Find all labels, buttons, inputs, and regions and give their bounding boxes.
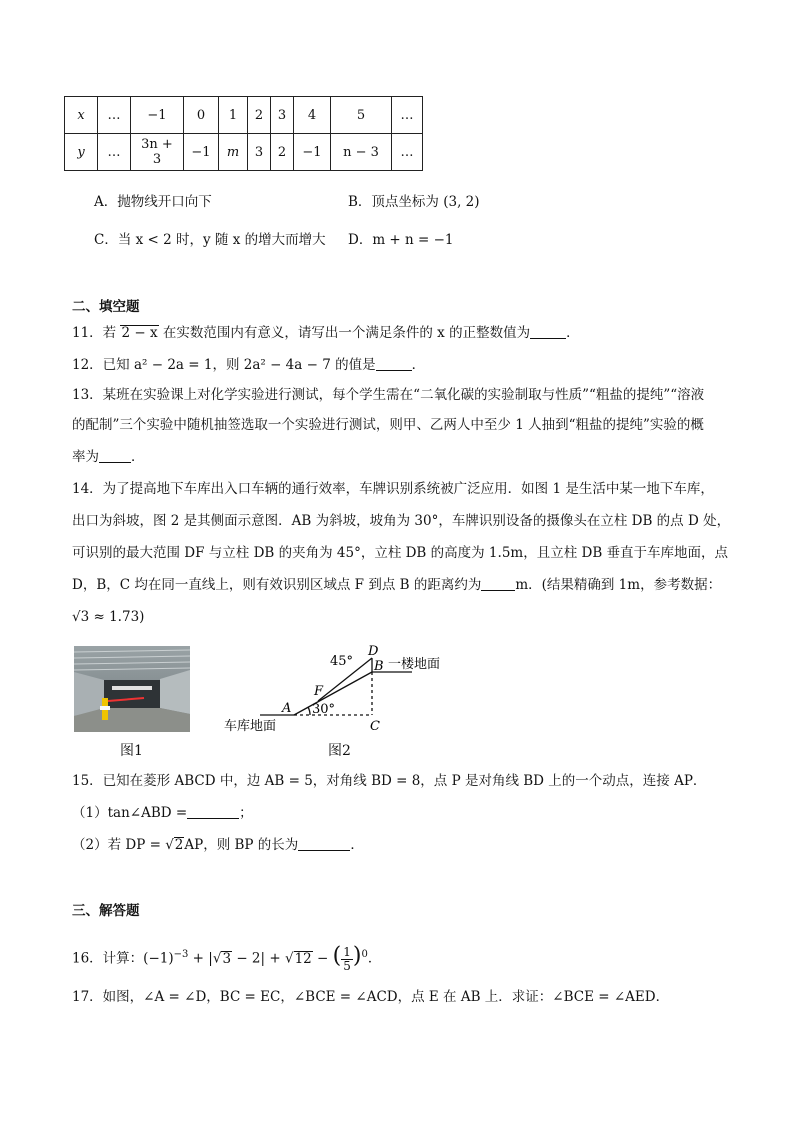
label-b: B [374,659,384,674]
q16-c: − 2| + [232,950,285,967]
answer-blank[interactable] [481,576,515,591]
frac-denominator: 5 [343,958,351,973]
q12-end: ． [411,357,426,373]
cell: … [98,97,131,134]
q16-exp1: −3 [173,949,189,960]
q11-radicand: 2 − x [121,325,158,341]
slope-diagram [222,640,462,738]
q13-line3: 率为 [72,449,99,465]
cell: 2 [271,134,294,171]
answer-blank[interactable] [187,804,239,819]
question-15-stem: 15．已知在菱形 ABCD 中，边 AB = 5，对角线 BD = 8，点 P 是对角线 BD 上的一个动点，连接 AP． [72,773,707,789]
q16-rad2: 12 [294,950,312,967]
cell: −1 [131,97,184,134]
cell: 3 [248,134,271,171]
q11-prefix: 11．若 [72,325,121,341]
cell: y [65,134,98,171]
question-14-line3: 可识别的最大范围 DF 与立柱 DB 的夹角为 45°，立柱 DB 的高度为 1.5m，且立柱 DB 垂直于车库地面，点 [72,545,729,561]
question-12 [72,354,732,376]
garage-photo [74,646,190,732]
q15-p2rad: 2 [174,837,184,853]
table-row [65,134,423,171]
ground-floor-label: 一楼地面 [388,657,441,672]
angle-30-label: 30° [312,702,336,717]
answer-blank[interactable] [298,836,350,851]
figure-2-caption: 图2 [328,743,351,759]
table-row [65,97,423,134]
option-b: B．顶点坐标为 (3, 2) [348,194,480,210]
question-15-part2: （2）若 DP = √2AP，则 BP 的长为 ． [72,837,364,853]
answer-blank[interactable] [530,324,566,339]
cell: 3n + 3 [131,134,184,171]
section-title-fill-blank: 二、填空题 [72,299,140,315]
option-c: C．当 x < 2 时，y 随 x 的增大而增大 [94,232,326,248]
q16-exp2: 0 [361,949,368,960]
figure-1-caption: 图1 [120,743,143,759]
q11-suffix: 在实数范围内有意义，请写出一个满足条件的 x 的正整数值为 [158,325,531,341]
q15-p2end: ． [350,837,364,853]
q15-p2a: （2）若 DP = [72,837,166,853]
cell: n − 3 [331,134,392,171]
q16-b: + | [188,950,213,967]
question-16: 16．计算：$(-1)^{-3} + |√3 - 2| + √12$ − ( $\frac{1}{5})^0$． [72,943,382,973]
q16-d: − [312,950,333,967]
question-13-line2: 的配制”三个实验中随机抽签选取一个实验进行测试，则甲、乙两人中至少 1 人抽到“粗盐的提纯”实验的概 [72,417,704,433]
option-d: D．m + n = −1 [348,232,454,248]
answer-blank[interactable] [99,448,131,463]
frac-numerator: 1 [343,944,351,959]
question-14-line5 [72,606,732,628]
question-14-line1: 14．为了提高地下车库出入口车辆的通行效率，车牌识别系统被广泛应用．如图 1 是生活中某一地下车库， [72,481,714,497]
question-14-line4 [72,574,732,596]
q15-p2b: AP，则 BP 的长为 [184,837,299,853]
cell: 4 [294,97,331,134]
cell: 3 [271,97,294,134]
option-a: A．抛物线开口向下 [94,194,212,210]
q14-line4a: D，B，C 均在同一直线上，则有效识别区域点 F 到点 B 的距离约为 [72,577,482,593]
cell: −1 [184,134,219,171]
label-d: D [368,644,379,659]
q16-rad1: 3 [222,950,232,967]
fraction [341,946,353,973]
answer-blank[interactable] [376,356,412,371]
question-13-line3 [72,446,732,468]
cell: … [392,97,423,134]
q11-end: ． [566,325,580,341]
cell: … [392,134,423,171]
section-title-solve: 三、解答题 [72,903,140,919]
cell: m [219,134,248,171]
value-table [64,96,423,171]
q16-a: 16．计算：(−1) [72,950,174,967]
label-c: C [370,719,380,734]
q14-sqrt3: √3 [72,609,90,625]
q16-end: ． [367,950,382,967]
cell: 2 [248,97,271,134]
cell: 5 [331,97,392,134]
angle-45-label: 45° [330,654,354,669]
cell: x [65,97,98,134]
q12-text: 12．已知 a² − 2a = 1，则 2a² − 4a − 7 的值是 [72,357,376,373]
question-17: 17．如图，∠A = ∠D，BC = EC，∠BCE = ∠ACD，点 E 在 AB 上．求证：∠BCE = ∠AED． [72,989,670,1005]
question-14-line2: 出口为斜坡，图 2 是其侧面示意图．AB 为斜坡，坡角为 30°，车牌识别设备的摄像头在立柱 DB 的点 D 处， [72,513,731,529]
q13-end: ． [131,449,145,465]
label-a: A [282,701,292,716]
label-f: F [314,684,324,699]
cell: … [98,134,131,171]
cell: −1 [294,134,331,171]
cell: 1 [219,97,248,134]
garage-floor-label: 车库地面 [224,719,277,734]
question-11 [72,322,732,344]
question-15-part1 [72,802,732,824]
q15-p1: （1）tan∠ABD = [72,805,188,821]
q15-p1end: ； [239,805,253,821]
question-13-line1: 13．某班在实验课上对化学实验进行测试，每个学生需在“二氧化碳的实验制取与性质”“粗盐的提纯”“溶液 [72,387,705,403]
cell: 0 [184,97,219,134]
q14-line4b: m．(结果精确到 1m，参考数据： [515,577,722,593]
q14-line5b: ≈ 1.73) [89,609,145,625]
